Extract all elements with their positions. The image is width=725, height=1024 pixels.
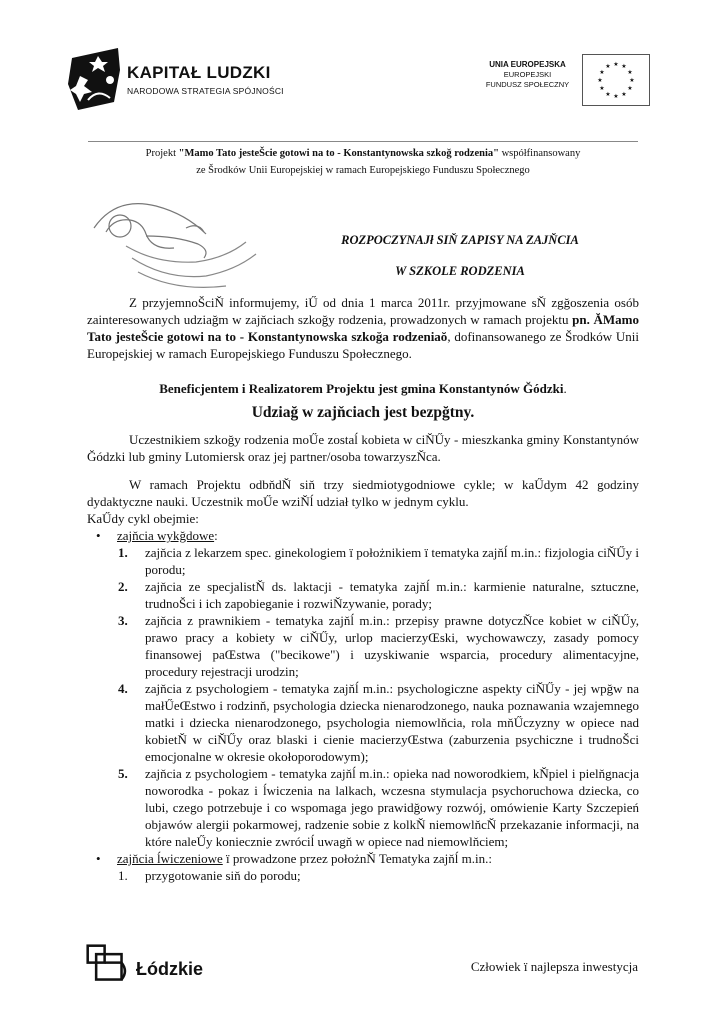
eu-line2: EUROPEJSKI xyxy=(503,70,552,79)
eu-flag-icon xyxy=(582,54,650,106)
headline-line2: W SZKOLE RODZENIA xyxy=(395,264,525,278)
svg-text:★: ★ xyxy=(613,61,619,68)
kl-title: KAPITAŁ LUDZKI xyxy=(127,63,271,82)
list-item xyxy=(87,765,639,850)
exercises-label: zajňcia ĺwiczeniowe xyxy=(117,851,223,866)
list-number: 4. xyxy=(118,681,128,696)
project-name: "Mamo Tato jesteŠcie gotowi na to - Konstantynowska szkoğ rodzenia" xyxy=(178,148,499,159)
kapital-ludzki-logo xyxy=(58,40,138,120)
svg-text:★: ★ xyxy=(627,69,633,76)
list-item xyxy=(87,578,639,612)
intro-a: Z przyjemnoŠciŇ informujemy, iŰ od dnia 1 marca 2011r. przyjmowane sŇ zgğoszenia osób zainteresowanych udziağm w zajňciach szkoğy rodzenia, prowadzonych w ramach projektu xyxy=(87,295,639,327)
list-text: zajňcia z psychologiem - tematyka zajňĺ m.in.: opieka nad noworodkiem, kŇpiel i pielňgnacja noworodka - pokaz i ĺwiczenia na lalkach, wczesna stymulacja psychoruchowa dziecka, co lubi, czego potrzebuje i co wspomaga jego prawidğowy rozwój, omówienie Karty Szczepień objawów alergii pokarmowej, radzenie sobie z kolkŇ niemowlňcŇ przekazanie informacji, na które naleŰy koniecznie zwróciĺ uwagň w opiece nad niemowlňciem; xyxy=(145,766,639,849)
exercises-rest: ï prowadzone przez położnŇ Tematyka zajňĺ m.in.: xyxy=(222,851,492,866)
eu-text xyxy=(480,60,575,90)
eu-line1: UNIA EUROPEJSKA xyxy=(489,60,566,69)
project-pre: Projekt xyxy=(145,148,179,159)
svg-text:★: ★ xyxy=(605,63,611,70)
baby-in-hands-illustration xyxy=(86,188,266,298)
beneficiary-text: Beneficjentem i Realizatorem Projektu jest gmina Konstantynów Ğódzki xyxy=(159,381,564,396)
project-line2: ze Šrodków Unii Europejskiej w ramach Europejskiego Funduszu Społecznego xyxy=(196,165,530,176)
svg-text:★: ★ xyxy=(599,85,605,92)
svg-text:★: ★ xyxy=(629,77,635,84)
header-divider xyxy=(88,141,638,142)
svg-text:★: ★ xyxy=(621,63,627,70)
main-content xyxy=(87,294,639,884)
list-number: 5. xyxy=(118,766,128,781)
list-text: przygotowanie siň do porodu; xyxy=(145,868,301,883)
svg-text:★: ★ xyxy=(605,91,611,98)
intro-c: , dofinansowanego ze Šrodków Unii Europejskiej w ramach Europejskiego Funduszu Społecznego. xyxy=(87,329,639,361)
free-participation-heading: Udziağ w zajňciach jest bezpğtny. xyxy=(251,404,475,421)
lectures-bullet xyxy=(87,527,639,544)
project-line xyxy=(88,145,638,179)
svg-text:★: ★ xyxy=(597,77,603,84)
list-number: 1. xyxy=(118,868,128,883)
list-number: 1. xyxy=(118,545,128,560)
beneficiary-dot: . xyxy=(563,381,567,396)
list-item xyxy=(87,612,639,680)
each-cycle-line: KaŰdy cykl obejmie: xyxy=(87,511,199,526)
participants-paragraph: Uczestnikiem szkoğy rodzenia moŰe zostaĺ kobieta w ciŇŰy - mieszkanka gminy Konstantynów Ğódzki lub gminy Lutomiersk oraz jej partner/osoba towarzyszŇca. xyxy=(87,432,639,464)
header xyxy=(0,0,725,140)
exercises-bullet xyxy=(87,850,639,867)
list-text: zajňcia z prawnikiem - tematyka zajňĺ m.in.: przepisy prawne dotyczŇce kobiet w ciŇŰy, prawo pracy a kobiety w ciŇŰy, urlop macierzyŒski, wychowawczy, zasady pomocy finansowej paŒstwa ("becikowe") i uzyskiwanie wsparcia, procedury alimentacyjne, procedury rejestracji urodzin; xyxy=(145,613,639,679)
intro-paragraph xyxy=(87,294,639,362)
svg-text:★: ★ xyxy=(599,69,605,76)
headline xyxy=(300,225,620,287)
list-number: 2. xyxy=(118,579,128,594)
list-text: zajňcia z psychologiem - tematyka zajňĺ m.in.: psychologiczne aspekty ciŇŰy - jej wpğw na małŰeŒstwo i rodzinň, psychologia dziecka nienarodzonego, nauka poznawania wzajemnego matki i dziecka nienarodzonego, psychologia niemowlňcia, rola mňŰczyzny w opiece nad kobietŇ w ciŇŰy oraz blaski i cienie macierzyŒstwa (zaburzenia psychiczne i trudnoŠci emocjonalne w okresie okołoporodowym); xyxy=(145,681,639,764)
kl-subtitle: NARODOWA STRATEGIA SPÓJNOŚCI xyxy=(127,86,284,96)
lectures-colon: : xyxy=(214,528,218,543)
bullet-icon: • xyxy=(96,851,101,866)
eu-line3: FUNDUSZ SPOŁECZNY xyxy=(485,80,570,89)
list-text: zajňcia ze specjalistŇ ds. laktacji - tematyka zajňĺ m.in.: karmienie naturalne, sztuczne, trudnoŠci i ich zapobieganie i rozwiŇzywanie, porady; xyxy=(145,579,639,611)
lodzkie-logo-icon xyxy=(86,944,130,988)
svg-text:★: ★ xyxy=(621,91,627,98)
footer-slogan: Człowiek ï najlepsza inwestycja xyxy=(470,959,638,974)
cycles-paragraph: W ramach Projektu odbňdŇ siň trzy siedmiotygodniowe cykle; w kaŰdym 42 godziny dydaktyczne nauki. Uczestnik moŰe wziŇĺ udział tylko w jednym cyklu. xyxy=(87,477,639,509)
list-item xyxy=(87,867,639,884)
lodzkie-logo-text: Łódzkie xyxy=(136,959,204,979)
intro-project-name: pn. ĂMamo Tato jesteŠcie gotowi na to - Konstantynowska szkoğa rodzeniaŏ xyxy=(87,312,640,344)
project-post: współfinansowany xyxy=(498,148,581,159)
lectures-label: zajňcia wykğdowe xyxy=(117,528,215,543)
beneficiary-line xyxy=(87,380,639,397)
headline-line1: ROZPOCZYNAJł SIŇ ZAPISY NA ZAJŇCIA xyxy=(341,233,579,247)
bullet-icon: • xyxy=(96,528,101,543)
svg-text:★: ★ xyxy=(613,93,619,100)
list-number: 3. xyxy=(118,613,128,628)
svg-text:★: ★ xyxy=(627,85,633,92)
list-text: zajňcia z lekarzem spec. ginekologiem ï położnikiem ï tematyka zajňĺ m.in.: fizjologia ciŇŰy i porodu; xyxy=(145,545,639,577)
list-item xyxy=(87,680,639,765)
list-item xyxy=(87,544,639,578)
